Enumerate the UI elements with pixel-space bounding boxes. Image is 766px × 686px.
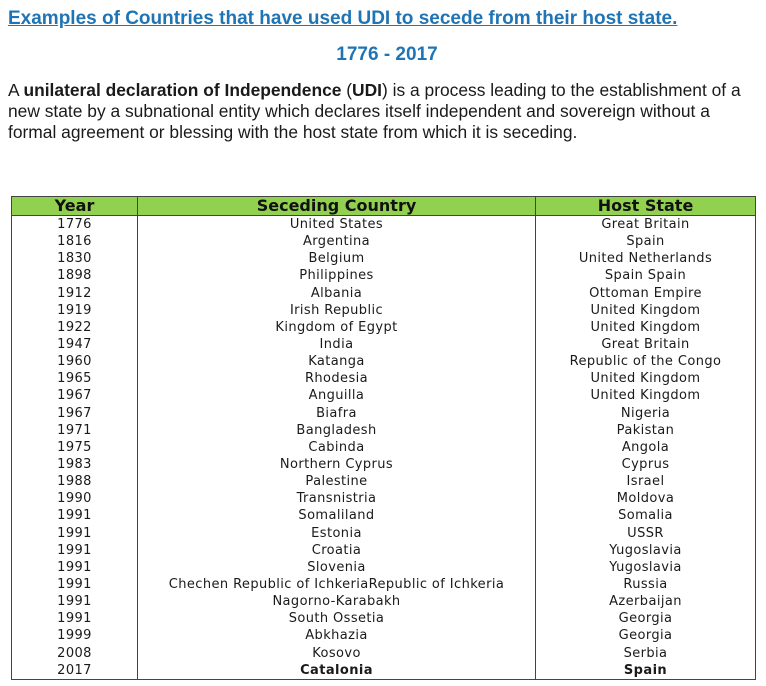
- cell-host-state: United Kingdom: [536, 387, 756, 404]
- cell-host-state: United Kingdom: [536, 319, 756, 336]
- cell-year: 1960: [12, 353, 138, 370]
- cell-seceding-country: Palestine: [138, 473, 536, 490]
- cell-seceding-country: Philippines: [138, 267, 536, 284]
- table-row: [12, 593, 756, 610]
- table-row: [12, 559, 756, 576]
- header-year: Year: [12, 197, 138, 216]
- table-header-row: [12, 197, 756, 216]
- cell-host-state: Ottoman Empire: [536, 285, 756, 302]
- cell-host-state: Great Britain: [536, 216, 756, 234]
- cell-year: 1816: [12, 233, 138, 250]
- cell-host-state: United Kingdom: [536, 302, 756, 319]
- cell-seceding-country: Biafra: [138, 405, 536, 422]
- cell-host-state: Yugoslavia: [536, 559, 756, 576]
- cell-host-state: Cyprus: [536, 456, 756, 473]
- table-row: [12, 267, 756, 284]
- cell-seceding-country: Nagorno-Karabakh: [138, 593, 536, 610]
- cell-host-state: Somalia: [536, 507, 756, 524]
- cell-seceding-country: Kingdom of Egypt: [138, 319, 536, 336]
- cell-year: 1898: [12, 267, 138, 284]
- cell-year: 1967: [12, 405, 138, 422]
- table-row: [12, 525, 756, 542]
- table-body: [12, 216, 756, 680]
- table-row: [12, 353, 756, 370]
- table-row: [12, 405, 756, 422]
- cell-year: 1991: [12, 559, 138, 576]
- cell-year: 1991: [12, 610, 138, 627]
- cell-host-state: United Netherlands: [536, 250, 756, 267]
- table-row: [12, 507, 756, 524]
- cell-host-state: Moldova: [536, 490, 756, 507]
- cell-seceding-country: Irish Republic: [138, 302, 536, 319]
- intro-paragraph: [8, 80, 758, 143]
- cell-year: 1990: [12, 490, 138, 507]
- cell-year: 1830: [12, 250, 138, 267]
- header-host-state: Host State: [536, 197, 756, 216]
- cell-host-state: Spain Spain: [536, 267, 756, 284]
- table-row: [12, 456, 756, 473]
- cell-seceding-country: Anguilla: [138, 387, 536, 404]
- cell-seceding-country: Argentina: [138, 233, 536, 250]
- cell-seceding-country: Somaliland: [138, 507, 536, 524]
- intro-text: (: [341, 80, 353, 100]
- cell-seceding-country: Transnistria: [138, 490, 536, 507]
- cell-year: 1991: [12, 507, 138, 524]
- header-seceding-country: Seceding Country: [138, 197, 536, 216]
- table-row: [12, 662, 756, 680]
- cell-seceding-country: Bangladesh: [138, 422, 536, 439]
- cell-host-state: Serbia: [536, 645, 756, 662]
- cell-host-state: United Kingdom: [536, 370, 756, 387]
- cell-seceding-country: Catalonia: [138, 662, 536, 680]
- table-row: [12, 473, 756, 490]
- cell-year: 1947: [12, 336, 138, 353]
- cell-year: 1919: [12, 302, 138, 319]
- cell-year: 1991: [12, 576, 138, 593]
- table-row: [12, 610, 756, 627]
- cell-host-state: Yugoslavia: [536, 542, 756, 559]
- cell-year: 1999: [12, 627, 138, 644]
- cell-seceding-country: United States: [138, 216, 536, 234]
- cell-year: 1965: [12, 370, 138, 387]
- cell-host-state: Azerbaijan: [536, 593, 756, 610]
- cell-host-state: Nigeria: [536, 405, 756, 422]
- cell-year: 1912: [12, 285, 138, 302]
- cell-year: 1971: [12, 422, 138, 439]
- cell-host-state: Great Britain: [536, 336, 756, 353]
- table-row: [12, 576, 756, 593]
- page-title: Examples of Countries that have used UDI to secede from their host state.: [8, 8, 678, 29]
- table-row: [12, 542, 756, 559]
- cell-host-state: Georgia: [536, 627, 756, 644]
- cell-year: 1988: [12, 473, 138, 490]
- intro-text: ) is a process leading to the establishment of a new state by a subnational entity which declares itself independent and sovereign without a formal agreement or blessing with the host state from which it is seceding.: [8, 80, 741, 142]
- cell-host-state: Pakistan: [536, 422, 756, 439]
- cell-host-state: Spain: [536, 233, 756, 250]
- cell-seceding-country: Rhodesia: [138, 370, 536, 387]
- intro-text: A: [8, 80, 24, 100]
- table-row: [12, 285, 756, 302]
- cell-host-state: Georgia: [536, 610, 756, 627]
- cell-year: 1975: [12, 439, 138, 456]
- cell-seceding-country: India: [138, 336, 536, 353]
- cell-seceding-country: Katanga: [138, 353, 536, 370]
- table-row: [12, 233, 756, 250]
- cell-host-state: USSR: [536, 525, 756, 542]
- cell-year: 1991: [12, 542, 138, 559]
- table-row: [12, 645, 756, 662]
- cell-seceding-country: Estonia: [138, 525, 536, 542]
- cell-year: 1991: [12, 525, 138, 542]
- udi-table: [11, 196, 756, 680]
- table-row: [12, 302, 756, 319]
- table-row: [12, 627, 756, 644]
- cell-seceding-country: Cabinda: [138, 439, 536, 456]
- table-row: [12, 490, 756, 507]
- cell-year: 2017: [12, 662, 138, 680]
- cell-year: 1967: [12, 387, 138, 404]
- cell-seceding-country: Belgium: [138, 250, 536, 267]
- cell-seceding-country: Croatia: [138, 542, 536, 559]
- table-row: [12, 250, 756, 267]
- cell-seceding-country: Abkhazia: [138, 627, 536, 644]
- table-row: [12, 422, 756, 439]
- cell-host-state: Republic of the Congo: [536, 353, 756, 370]
- intro-term: unilateral declaration of Independence: [23, 80, 342, 100]
- cell-year: 1922: [12, 319, 138, 336]
- cell-seceding-country: Chechen Republic of IchkeriaRepublic of Ichkeria: [138, 576, 536, 593]
- table-row: [12, 216, 756, 234]
- table-row: [12, 439, 756, 456]
- cell-host-state: Spain: [536, 662, 756, 680]
- cell-seceding-country: Slovenia: [138, 559, 536, 576]
- table-row: [12, 370, 756, 387]
- cell-seceding-country: Northern Cyprus: [138, 456, 536, 473]
- date-range: 1776 - 2017: [336, 44, 438, 65]
- cell-year: 1991: [12, 593, 138, 610]
- cell-seceding-country: Kosovo: [138, 645, 536, 662]
- cell-seceding-country: South Ossetia: [138, 610, 536, 627]
- cell-year: 1776: [12, 216, 138, 234]
- cell-host-state: Russia: [536, 576, 756, 593]
- cell-seceding-country: Albania: [138, 285, 536, 302]
- cell-host-state: Angola: [536, 439, 756, 456]
- table-row: [12, 336, 756, 353]
- intro-acronym: UDI: [352, 80, 382, 100]
- cell-year: 1983: [12, 456, 138, 473]
- table-row: [12, 387, 756, 404]
- cell-host-state: Israel: [536, 473, 756, 490]
- cell-year: 2008: [12, 645, 138, 662]
- table-row: [12, 319, 756, 336]
